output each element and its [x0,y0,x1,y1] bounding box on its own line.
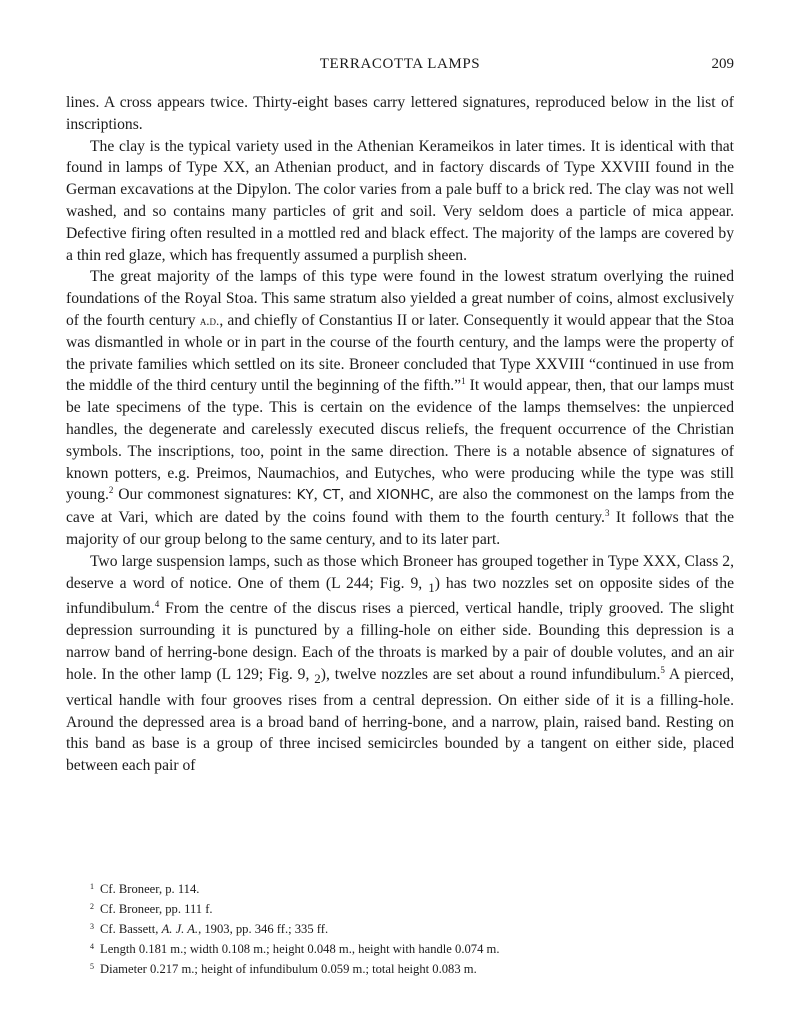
footnotes [90,878,690,978]
footnote-text: Diameter 0.217 m.; height of infundibulum 0.059 m.; total height 0.083 m. [100,962,477,976]
paragraph-text: The clay is the typical variety used in the Athenian Kerameikos in later times. It is identical with that found in lamps of Type XX, an Athenian product, and in factory discards of Type XXVIII found in the German excavations at the Dipylon. The color varies from a pale buff to a brick red. The clay was not well washed, and so contains many particles of grit and soil. Very seldom does a particle of mica appear. Defective firing often resulted in a mottled red and black effect. The majority of the lamps are covered by a thin red glaze, which has frequently assumed a purplish sheen. [66,137,734,264]
paragraph-text: It follows that the majority of our group belong to the same century, and to its later part. [66,509,734,548]
body-text [66,92,734,777]
signature-ky: ΚΥ [296,487,314,504]
footnote-mark: 1 [90,882,94,891]
footnote-text: , 1903, pp. 346 ff.; 335 ff. [198,922,329,936]
footnote-text: Length 0.181 m.; width 0.108 m.; height 0.048 m., height with handle 0.074 m. [100,942,500,956]
footnote-text: Cf. Broneer, p. 114. [100,882,200,896]
footnote-ref-1: 1 [461,376,466,387]
footnote-ref-4: 4 [154,599,160,610]
journal-title: A. J. A. [161,922,199,936]
footnote-mark: 4 [90,942,94,951]
signature-st: ϹΤ [322,487,341,504]
footnote-text: Cf. Broneer, pp. 111 f. [100,902,213,916]
footnote [90,898,690,918]
paragraph-text: , [313,486,323,504]
running-title: TERRACOTTA LAMPS [319,56,481,72]
paragraph-text: A pierced, vertical handle with four grooves rises from a central depression. On either side of it is a filling-hole. Around the depressed area is a broad band of herring-bone, and a narrow, plain, raised band. Resting on this band as base is a group of three incised semicircles bounded by a tangent on either side, placed between each pair of [66,665,734,775]
paragraph-text: Our commonest signatures: [113,486,297,504]
footnote-mark: 3 [90,922,94,931]
footnote-mark: 5 [90,962,94,971]
footnote [90,918,690,938]
paragraph-text: lines. A cross appears twice. Thirty-eight bases carry lettered signatures, reproduced below in the list of inscriptions. [66,94,734,133]
paragraph-text: Two large suspension lamps, such as those which Broneer has grouped together in Type XXX, Class 2, deserve a word of notice. One of them (L 244; Fig. 9, [66,552,734,592]
paragraph-text: From the centre of the discus rises a pierced, vertical handle, triply grooved. The slight depression surrounding it is punctured by a filling-hole on either side. Bounding this depression is a narrow band of herring-bone design. Each of the throats is marked by a pair of double volutes, and an air hole. In the other lamp (L 129; Fig. 9, [66,600,734,683]
paragraph-text: It would appear, then, that our lamps must be late specimens of the type. This is certain on the evidence of the lamps themselves: the unpierced handles, the degenerate and carelessly executed discus reliefs, the frequent occurrence of the Christian symbols. The inscriptions, too, point in the same direction. There is a notable absence of signatures of known potters, e.g. Preimos, Naumachios, and Eutyches, who were producing while the type was still young. [66,377,734,504]
figure-subscript-2: 2 [314,670,321,686]
paragraph-text: The great majority of the lamps of this type were found in the lowest stratum overlying the ruined foundations of the Royal Stoa. This same stratum also yielded a great number of coins, almost exclusively of the fourth century [66,268,734,329]
footnote [90,958,690,978]
footnote-ref-3: 3 [604,508,610,519]
paragraph-2 [66,136,734,267]
paragraph-text: , and [340,486,377,504]
paragraph-text: , are also the commonest on the lamps from the cave at Vari, which are dated by the coins found with them to the fourth century. [66,486,734,527]
footnote-ref-2: 2 [108,485,114,496]
paragraph-text: ) has two nozzles set on opposite sides of the infundibulum. [66,574,735,618]
paragraph-4 [66,551,734,777]
paragraph-text: ), twelve nozzles are set about a round infundibulum. [320,665,661,683]
footnote-mark: 2 [90,902,94,911]
running-header [66,56,734,82]
page-number: 209 [711,56,734,72]
footnote [90,938,690,958]
footnote-ref-5: 5 [660,664,665,675]
signature-xiones: ΧΙΟΝΗϹ [376,487,430,504]
footnote [90,878,690,898]
era-abbreviation: a.d. [199,312,220,328]
footnote-text: Cf. Bassett, [100,922,162,936]
paragraph-1 [66,92,734,136]
figure-subscript-1: 1 [428,579,435,595]
paragraph-3 [66,266,734,550]
paragraph-text: , and chiefly of Constantius II or later. Consequently it would appear that the Stoa was dismantled in whole or in part in the course of the fourth century, and the lamps were the property of the private families which settled on its site. Broneer concluded that Type XXVIII “continued in use from the middle of the third century until the beginning of the fifth.” [66,311,734,395]
